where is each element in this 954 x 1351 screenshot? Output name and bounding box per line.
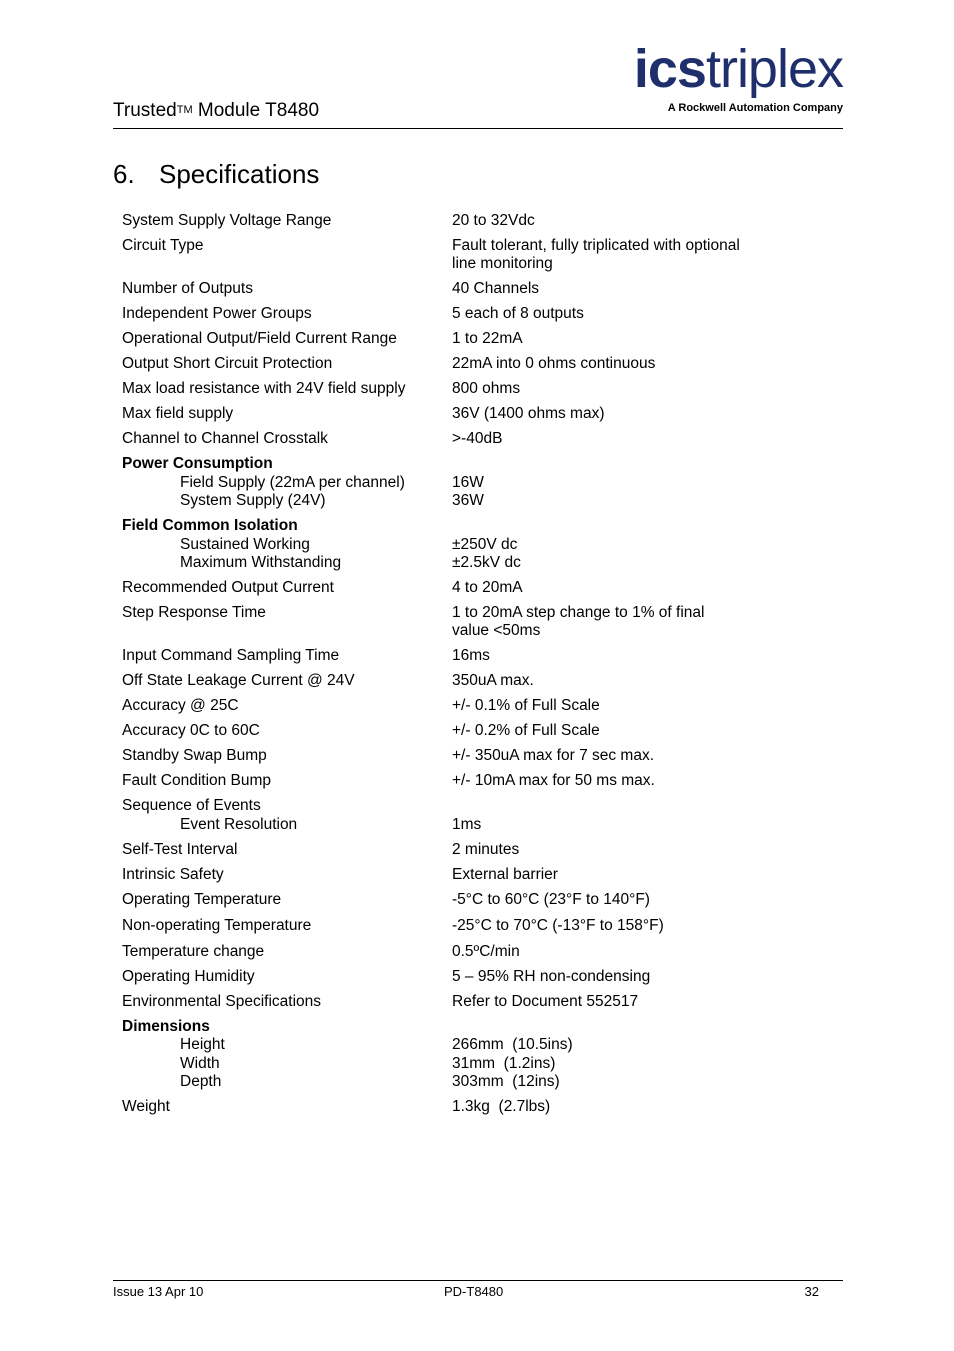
title-suffix: Module T8480 xyxy=(192,100,320,121)
spec-value: +/- 0.1% of Full Scale xyxy=(452,697,600,715)
spec-sub-value: ±2.5kV dc xyxy=(452,554,521,572)
spec-label: Standby Swap Bump xyxy=(122,747,267,765)
spec-label: Temperature change xyxy=(122,942,265,960)
spec-group-soe xyxy=(122,797,822,834)
spec-row xyxy=(122,866,822,884)
spec-label: Circuit Type xyxy=(122,237,204,254)
spec-value: Refer to Document 552517 xyxy=(452,992,639,1010)
spec-row xyxy=(122,280,822,298)
spec-value: 0.5ºC/min xyxy=(452,942,520,960)
spec-label: Operating Humidity xyxy=(122,967,255,985)
spec-label: Recommended Output Current xyxy=(122,579,334,597)
spec-row xyxy=(122,943,822,961)
spec-label: Operational Output/Field Current Range xyxy=(122,330,397,348)
spec-value: 22mA into 0 ohms continuous xyxy=(452,355,656,373)
spec-value: -5°C to 60°C (23°F to 140°F) xyxy=(452,890,650,908)
spec-group-values xyxy=(452,797,782,834)
spec-label: Environmental Specifications xyxy=(122,992,322,1010)
spec-label: Fault Condition Bump xyxy=(122,772,272,790)
spec-value xyxy=(452,604,782,641)
spec-sub-value: 303mm (12ins) xyxy=(452,1073,560,1091)
spec-row xyxy=(122,604,822,641)
spec-row xyxy=(122,993,822,1011)
spec-row xyxy=(122,212,822,230)
spec-sub-label: Height xyxy=(180,1036,225,1054)
spec-group-title: Dimensions xyxy=(122,1017,210,1035)
spec-group-values xyxy=(452,1018,782,1092)
spec-label: Off State Leakage Current @ 24V xyxy=(122,672,355,690)
spec-value: 800 ohms xyxy=(452,380,521,398)
spec-sub-label: System Supply (24V) xyxy=(180,492,326,510)
spec-label: Independent Power Groups xyxy=(122,305,312,323)
spec-sub-label: Width xyxy=(180,1054,220,1072)
spec-row xyxy=(122,647,822,665)
spec-row xyxy=(122,237,822,274)
spec-value: 5 – 95% RH non-condensing xyxy=(452,967,651,985)
spec-value: -25°C to 70°C (-13°F to 158°F) xyxy=(452,916,664,934)
spec-value: 40 Channels xyxy=(452,280,540,298)
spec-group-labels xyxy=(122,455,452,510)
specifications-table xyxy=(122,212,822,1123)
spec-value: 20 to 32Vdc xyxy=(452,212,535,229)
spec-label: Accuracy 0C to 60C xyxy=(122,722,260,740)
spec-value: 1 to 22mA xyxy=(452,330,523,348)
spec-row xyxy=(122,891,822,909)
spec-label: Step Response Time xyxy=(122,604,266,622)
spec-sub-label: Maximum Withstanding xyxy=(180,554,342,572)
spec-label: Input Command Sampling Time xyxy=(122,647,340,665)
spec-sub-value: 1ms xyxy=(452,815,482,833)
section-number: 6. xyxy=(113,159,135,189)
company-logo xyxy=(611,40,843,120)
spec-value: >-40dB xyxy=(452,430,503,448)
spec-row xyxy=(122,355,822,373)
spec-group-isolation xyxy=(122,517,822,572)
spec-label: Intrinsic Safety xyxy=(122,865,224,883)
spec-label: Max load resistance with 24V field supply xyxy=(122,380,406,398)
trademark-superscript: TM xyxy=(176,104,193,116)
spec-value: 2 minutes xyxy=(452,840,520,858)
page-header xyxy=(113,40,843,129)
spec-value: +/- 10mA max for 50 ms max. xyxy=(452,772,655,790)
spec-sub-value: 31mm (1.2ins) xyxy=(452,1054,556,1072)
spec-group-title: Field Common Isolation xyxy=(122,517,298,535)
spec-group-labels xyxy=(122,517,452,572)
section-heading xyxy=(113,159,319,190)
document-id: PD-T8480 xyxy=(444,1284,504,1299)
spec-value-line: Fault tolerant, fully triplicated with optional xyxy=(452,237,740,254)
spec-value: 1.3kg (2.7lbs) xyxy=(452,1098,551,1116)
spec-label: Accuracy @ 25C xyxy=(122,697,239,715)
spec-sub-value: 16W xyxy=(452,473,484,491)
spec-sub-value: 36W xyxy=(452,492,484,510)
spec-label: Number of Outputs xyxy=(122,280,253,298)
spec-value: +/- 350uA max for 7 sec max. xyxy=(452,747,655,765)
spec-group-title: Power Consumption xyxy=(122,455,273,473)
spec-sub-label: Sustained Working xyxy=(180,535,310,553)
logo-ics-text: ics xyxy=(633,39,706,99)
spec-group-labels xyxy=(122,797,452,834)
page-footer xyxy=(113,1280,843,1299)
spec-group-labels xyxy=(122,1018,452,1092)
spec-label: Operating Temperature xyxy=(122,890,282,908)
spec-sub-label: Depth xyxy=(180,1073,222,1091)
spec-value: 36V (1400 ohms max) xyxy=(452,405,605,423)
logo-tagline: A Rockwell Automation Company xyxy=(667,102,843,114)
spec-label: Max field supply xyxy=(122,405,234,423)
document-title xyxy=(113,100,319,122)
spec-row xyxy=(122,747,822,765)
spec-group-values xyxy=(452,455,782,510)
spec-sub-label: Event Resolution xyxy=(180,815,298,833)
spec-row xyxy=(122,917,822,935)
spec-value: 4 to 20mA xyxy=(452,579,523,597)
title-prefix: Trusted xyxy=(113,100,177,121)
spec-value-line: value <50ms xyxy=(452,622,541,640)
spec-group-power xyxy=(122,455,822,510)
spec-group-values xyxy=(452,517,782,572)
spec-value: 350uA max. xyxy=(452,672,534,690)
spec-group-title: Sequence of Events xyxy=(122,797,261,815)
spec-label: Self-Test Interval xyxy=(122,840,238,858)
spec-value: 5 each of 8 outputs xyxy=(452,305,584,323)
spec-label: Non-operating Temperature xyxy=(122,916,312,934)
spec-label: Output Short Circuit Protection xyxy=(122,355,333,373)
spec-row xyxy=(122,405,822,423)
spec-label: Weight xyxy=(122,1098,170,1116)
spec-row xyxy=(122,330,822,348)
page-number: 32 xyxy=(804,1284,819,1299)
spec-row xyxy=(122,380,822,398)
spec-value: External barrier xyxy=(452,865,558,883)
spec-row xyxy=(122,305,822,323)
spec-row xyxy=(122,841,822,859)
section-title: Specifications xyxy=(159,159,320,189)
issue-date: Issue 13 Apr 10 xyxy=(113,1284,204,1299)
spec-value: +/- 0.2% of Full Scale xyxy=(452,722,600,740)
logo-triplex-text: triplex xyxy=(705,39,843,99)
spec-value-line: 1 to 20mA step change to 1% of final xyxy=(452,604,705,622)
spec-row xyxy=(122,968,822,986)
spec-sub-value: 266mm (10.5ins) xyxy=(452,1036,573,1054)
spec-row xyxy=(122,430,822,448)
spec-row xyxy=(122,579,822,597)
spec-label: Channel to Channel Crosstalk xyxy=(122,430,328,448)
spec-row xyxy=(122,697,822,715)
spec-row xyxy=(122,672,822,690)
spec-row xyxy=(122,772,822,790)
spec-label: System Supply Voltage Range xyxy=(122,212,332,229)
spec-row xyxy=(122,1098,822,1116)
spec-value: 16ms xyxy=(452,647,490,665)
spec-sub-value: ±250V dc xyxy=(452,535,518,553)
spec-sub-label: Field Supply (22mA per channel) xyxy=(180,473,405,491)
spec-value-line: line monitoring xyxy=(452,255,553,273)
spec-row xyxy=(122,722,822,740)
spec-value xyxy=(452,237,782,274)
spec-group-dimensions xyxy=(122,1018,822,1092)
